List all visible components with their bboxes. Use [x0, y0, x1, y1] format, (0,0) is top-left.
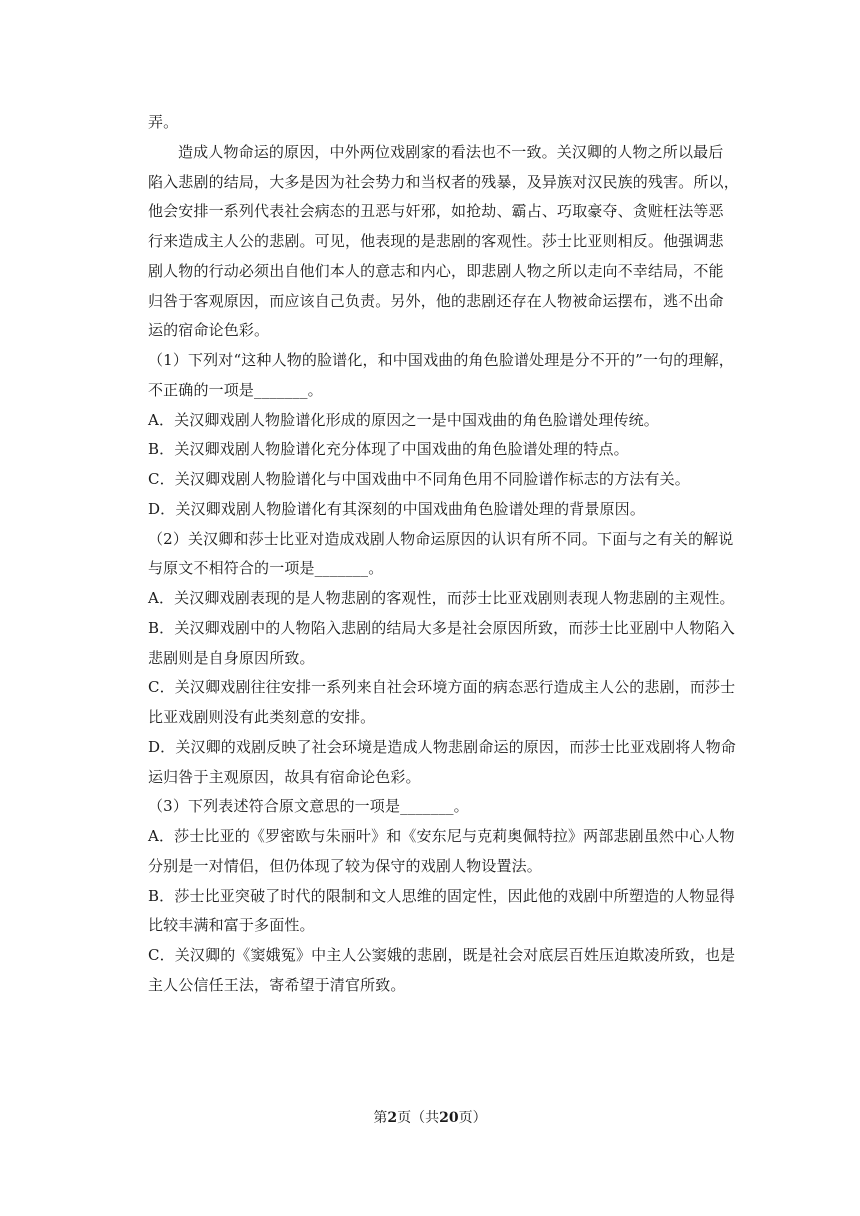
text-line: B．莎士比亚突破了时代的限制和文人思维的固定性，因此他的戏剧中所塑造的人物显得	[148, 886, 735, 905]
text-line: 与原文不相符合的一项是_______。	[148, 559, 384, 578]
text-line: A．关汉卿戏剧人物脸谱化形成的原因之一是中国戏曲的角色脸谱处理传统。	[148, 410, 659, 429]
footer-prefix: 第	[373, 1110, 388, 1126]
text-line: 悲剧则是自身原因所致。	[148, 648, 315, 667]
text-line: 弄。	[148, 113, 179, 131]
text-line: 比较丰满和富于多面性。	[148, 916, 315, 935]
text-line: D．关汉卿戏剧人物脸谱化有其深刻的中国戏曲角色脸谱处理的背景原因。	[148, 499, 645, 518]
text-line: D．关汉卿的戏剧反映了社会环境是造成人物悲剧命运的原因，而莎士比亚戏剧将人物命	[148, 737, 736, 756]
text-line: 比亚戏剧则没有此类刻意的安排。	[148, 708, 376, 726]
text-line: 分别是一对情侣，但仍体现了较为保守的戏剧人物设置法。	[148, 856, 542, 875]
text-line: C．关汉卿的《窦娥冤》中主人公窦娥的悲剧，既是社会对底层百姓压迫欺凌所致，也是	[148, 946, 736, 964]
text-line: 他会安排一系列代表社会病态的丑恶与奸邪，如抢劫、霸占、巧取豪夺、贪赃枉法等恶	[148, 202, 724, 221]
text-line: 不正确的一项是_______。	[148, 380, 323, 399]
text-line: （1）下列对“这种人物的脸谱化，和中国戏曲的角色脸谱处理是分不开的”一句的理解，	[148, 351, 734, 369]
text-line: A．莎士比亚的《罗密欧与朱丽叶》和《安东尼与克莉奥佩特拉》两部悲剧虽然中心人物	[148, 827, 735, 845]
footer-suffix: 页）	[458, 1110, 487, 1126]
text-line: 造成人物命运的原因，中外两位戏剧家的看法也不一致。关汉卿的人物之所以最后	[178, 142, 724, 161]
text-line: 主人公信任王法，寄希望于清官所致。	[148, 975, 406, 994]
text-line: C．关汉卿戏剧人物脸谱化与中国戏曲中不同角色用不同脸谱作标志的方法有关。	[148, 470, 690, 488]
text-line: C．关汉卿戏剧往往安排一系列来自社会环境方面的病态恶行造成主人公的悲剧，而莎士	[148, 678, 736, 697]
text-line: 陷入悲剧的结局，大多是因为社会势力和当权者的残暴，及异族对汉民族的残害。所以，	[148, 172, 739, 191]
page-footer	[0, 1108, 860, 1128]
current-page-number: 2	[387, 1110, 398, 1126]
text-line: B．关汉卿戏剧中的人物陷入悲剧的结局大多是社会原因所致，而莎士比亚剧中人物陷入	[148, 618, 735, 637]
text-line: 行来造成主人公的悲剧。可见，他表现的是悲剧的客观性。莎士比亚则相反。他强调悲	[148, 232, 724, 250]
document-body	[148, 108, 739, 1001]
footer-middle: 页（共	[397, 1110, 440, 1126]
text-line: 运归咎于主观原因，故具有宿命论色彩。	[148, 767, 421, 786]
text-line: B．关汉卿戏剧人物脸谱化充分体现了中国戏曲的角色脸谱处理的特点。	[148, 440, 629, 459]
text-line: 运的宿命论色彩。	[148, 321, 270, 340]
total-page-count: 20	[439, 1110, 459, 1126]
text-line: A．关汉卿戏剧表现的是人物悲剧的客观性，而莎士比亚戏剧则表现人物悲剧的主观性。	[148, 589, 735, 607]
text-line: 归咎于客观原因，而应该自己负责。另外，他的悲剧还存在人物被命运摆布，逃不出命	[148, 291, 724, 310]
text-line: 剧人物的行动必须出自他们本人的意志和内心，即悲剧人物之所以走向不幸结局，不能	[148, 261, 724, 280]
text-line: （3）下列表述符合原文意思的一项是_______。	[148, 797, 469, 816]
text-line: （2）关汉卿和莎士比亚对造成戏剧人物命运原因的认识有所不同。下面与之有关的解说	[148, 529, 734, 548]
